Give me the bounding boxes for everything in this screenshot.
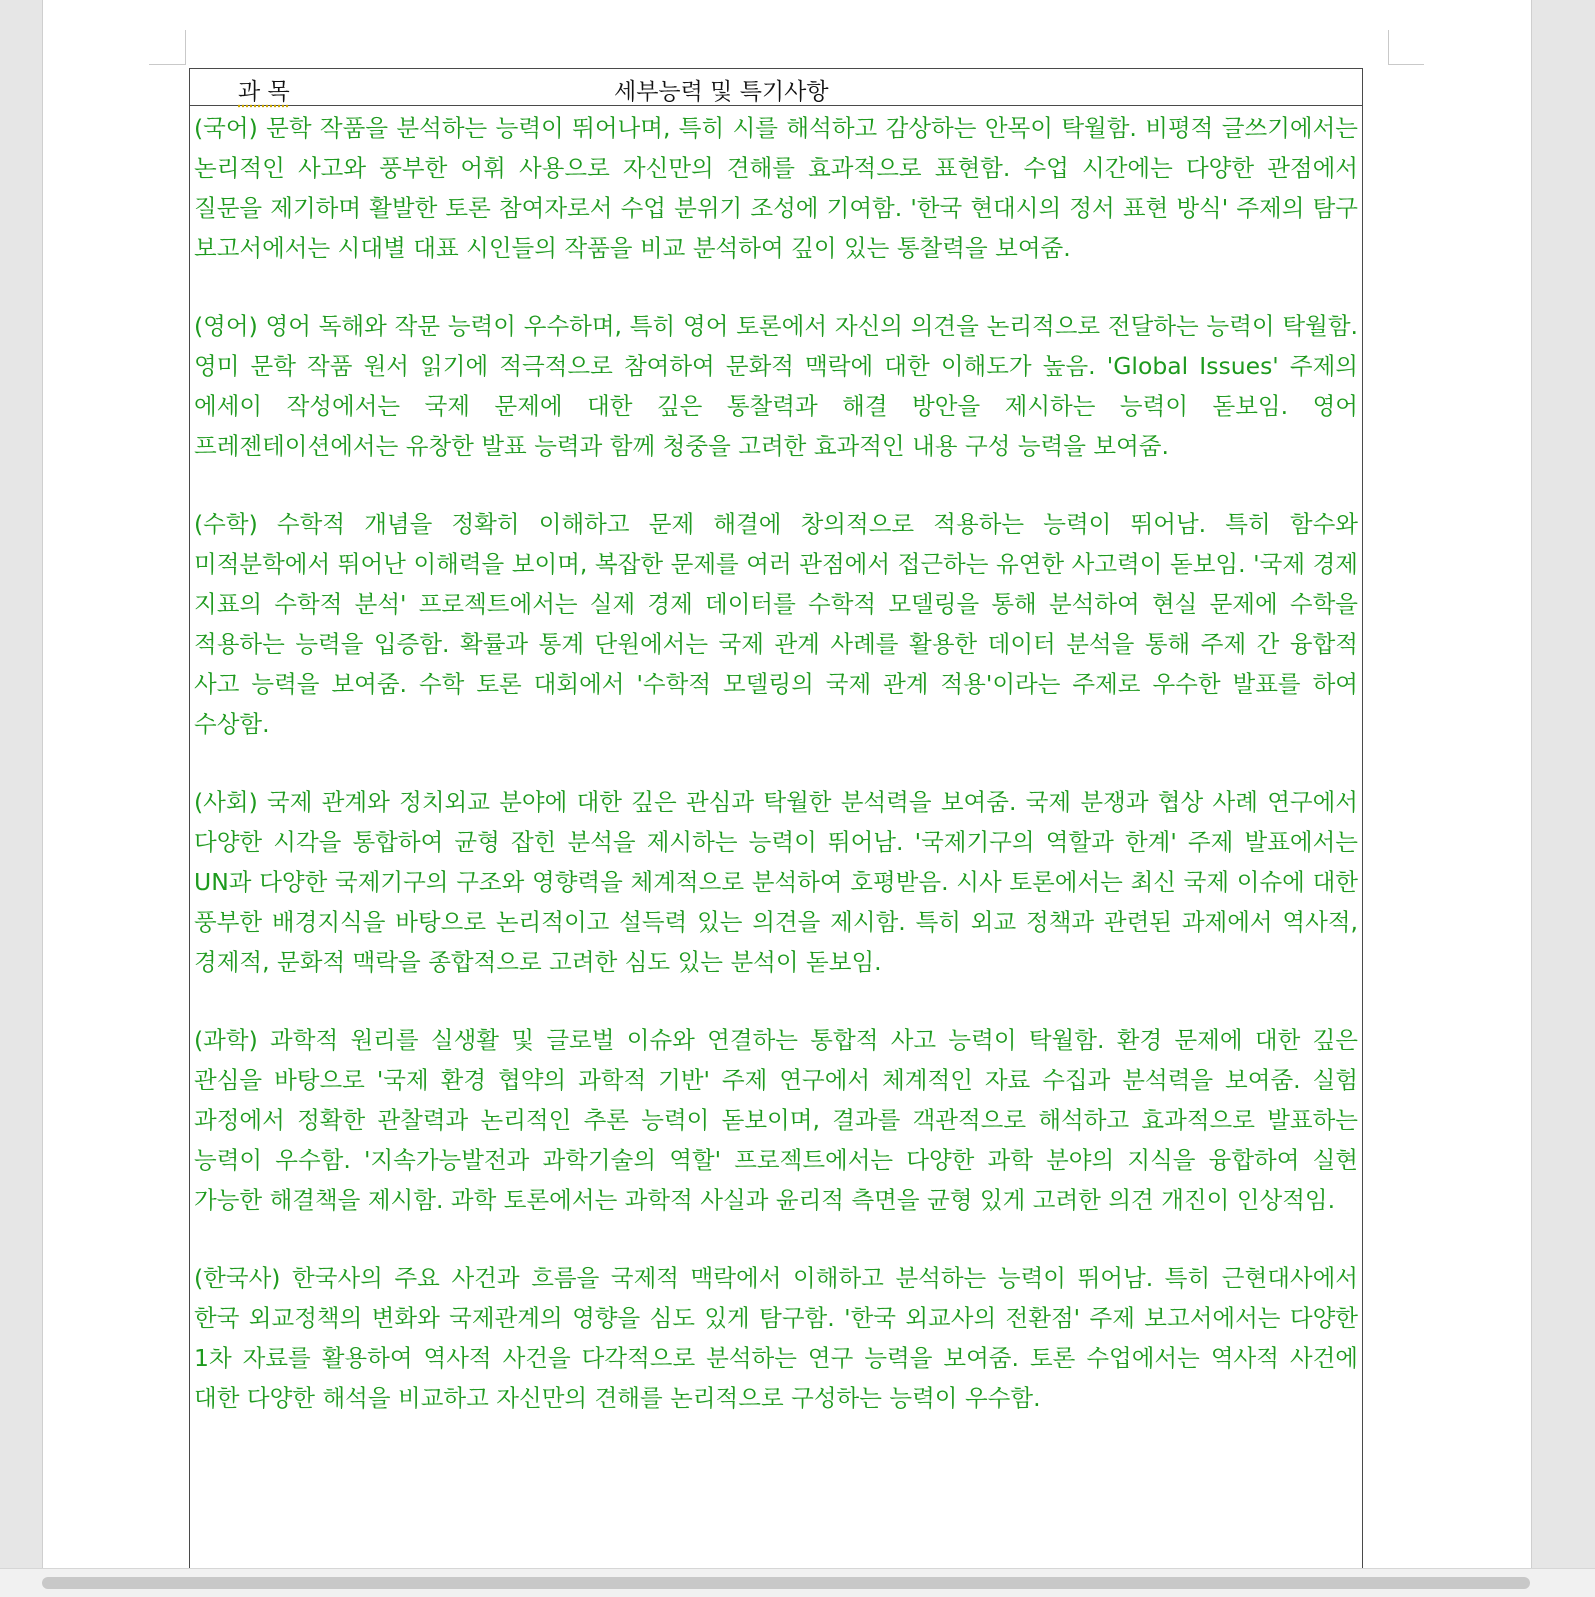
scrollbar-thumb[interactable] — [42, 1577, 1530, 1589]
entry-math[interactable]: (수학) 수학적 개념을 정확히 이해하고 문제 해결에 창의적으로 적용하는 능력이 뛰어남. 특히 함수와 미적분학에서 뛰어난 이해력을 보이며, 복잡한 문제를 여러 관점에서 접근하는 유연한 사고력이 돋보임. '국제 경제 지표의 수학적 분석' 프로젝트에서는 실제 경제 데이터를 수학적 모델링을 통해 분석하여 현실 문제에 수학을 적용하는 능력을 입증함. 확률과 통계 단원에서는 국제 관계 사례를 활용한 데이터 분석을 통해 주제 간 융합적 사고 능력을 보여줌. 수학 토론 대회에서 '수학적 모델링의 국제 관계 적용'이라는 주제로 우수한 발표를 하여 수상함. — [194, 510, 1358, 738]
entry-english[interactable]: (영어) 영어 독해와 작문 능력이 우수하며, 특히 영어 토론에서 자신의 의견을 논리적으로 전달하는 능력이 탁월함. 영미 문학 작품 원서 읽기에 적극적으로 참여하여 문화적 맥락에 대한 이해도가 높음. 'Global Issues' 주제의 에세이 작성에서는 국제 문제에 대한 깊은 통찰력과 해결 방안을 제시하는 능력이 돋보임. 영어 프레젠테이션에서는 유창한 발표 능력과 함께 청중을 고려한 효과적인 내용 구성 능력을 보여줌. — [194, 312, 1358, 460]
record-table-body[interactable] — [190, 106, 1362, 1418]
entry-korean[interactable]: (국어) 문학 작품을 분석하는 능력이 뛰어나며, 특히 시를 해석하고 감상하는 안목이 탁월함. 비평적 글쓰기에서는 논리적인 사고와 풍부한 어휘 사용으로 자신만의 견해를 효과적으로 표현함. 수업 시간에는 다양한 관점에서 질문을 제기하며 활발한 토론 참여자로서 수업 분위기 조성에 기여함. '한국 현대시의 정서 표현 방식' 주제의 탐구 보고서에서는 시대별 대표 시인들의 작품을 비교 분석하여 깊이 있는 통찰력을 보여줌. — [194, 114, 1358, 262]
document-page — [42, 0, 1532, 1568]
record-table — [189, 68, 1363, 1568]
entry-korean-history[interactable]: (한국사) 한국사의 주요 사건과 흐름을 국제적 맥락에서 이해하고 분석하는 능력이 뛰어남. 특히 근현대사에서 한국 외교정책의 변화와 국제관계의 영향을 심도 있게 탐구함. '한국 외교사의 전환점' 주제 보고서에서는 다양한 1차 자료를 활용하여 역사적 사건을 다각적으로 분석하는 연구 능력을 보여줌. 토론 수업에서는 역사적 사건에 대한 다양한 해석을 비교하고 자신만의 견해를 논리적으로 구성하는 능력이 우수함. — [194, 1264, 1358, 1412]
subject-column-header: 과 목 — [238, 79, 290, 105]
detail-column-header: 세부능력 및 특기사항 — [614, 79, 829, 105]
horizontal-scrollbar[interactable] — [0, 1568, 1595, 1597]
crop-mark-right-horizontal — [1388, 64, 1424, 65]
record-table-header — [190, 69, 1362, 106]
crop-mark-left-vertical — [185, 30, 186, 65]
crop-mark-left-horizontal — [149, 64, 186, 65]
crop-mark-right-vertical — [1388, 30, 1389, 65]
entry-social-studies[interactable]: (사회) 국제 관계와 정치외교 분야에 대한 깊은 관심과 탁월한 분석력을 보여줌. 국제 분쟁과 협상 사례 연구에서 다양한 시각을 통합하여 균형 잡힌 분석을 제시하는 능력이 뛰어남. '국제기구의 역할과 한계' 주제 발표에서는 UN과 다양한 국제기구의 구조와 영향력을 체계적으로 분석하여 호평받음. 시사 토론에서는 최신 국제 이슈에 대한 풍부한 배경지식을 바탕으로 논리적이고 설득력 있는 의견을 제시함. 특히 외교 정책과 관련된 과제에서 역사적, 경제적, 문화적 맥락을 종합적으로 고려한 심도 있는 분석이 돋보임. — [194, 788, 1358, 976]
entry-science[interactable]: (과학) 과학적 원리를 실생활 및 글로벌 이슈와 연결하는 통합적 사고 능력이 탁월함. 환경 문제에 대한 깊은 관심을 바탕으로 '국제 환경 협약의 과학적 기반' 주제 연구에서 체계적인 자료 수집과 분석력을 보여줌. 실험 과정에서 정확한 관찰력과 논리적인 추론 능력이 돋보이며, 결과를 객관적으로 해석하고 효과적으로 발표하는 능력이 우수함. '지속가능발전과 과학기술의 역할' 프로젝트에서는 다양한 과학 분야의 지식을 융합하여 실현 가능한 해결책을 제시함. 과학 토론에서는 과학적 사실과 윤리적 측면을 균형 있게 고려한 의견 개진이 인상적임. — [194, 1026, 1358, 1214]
